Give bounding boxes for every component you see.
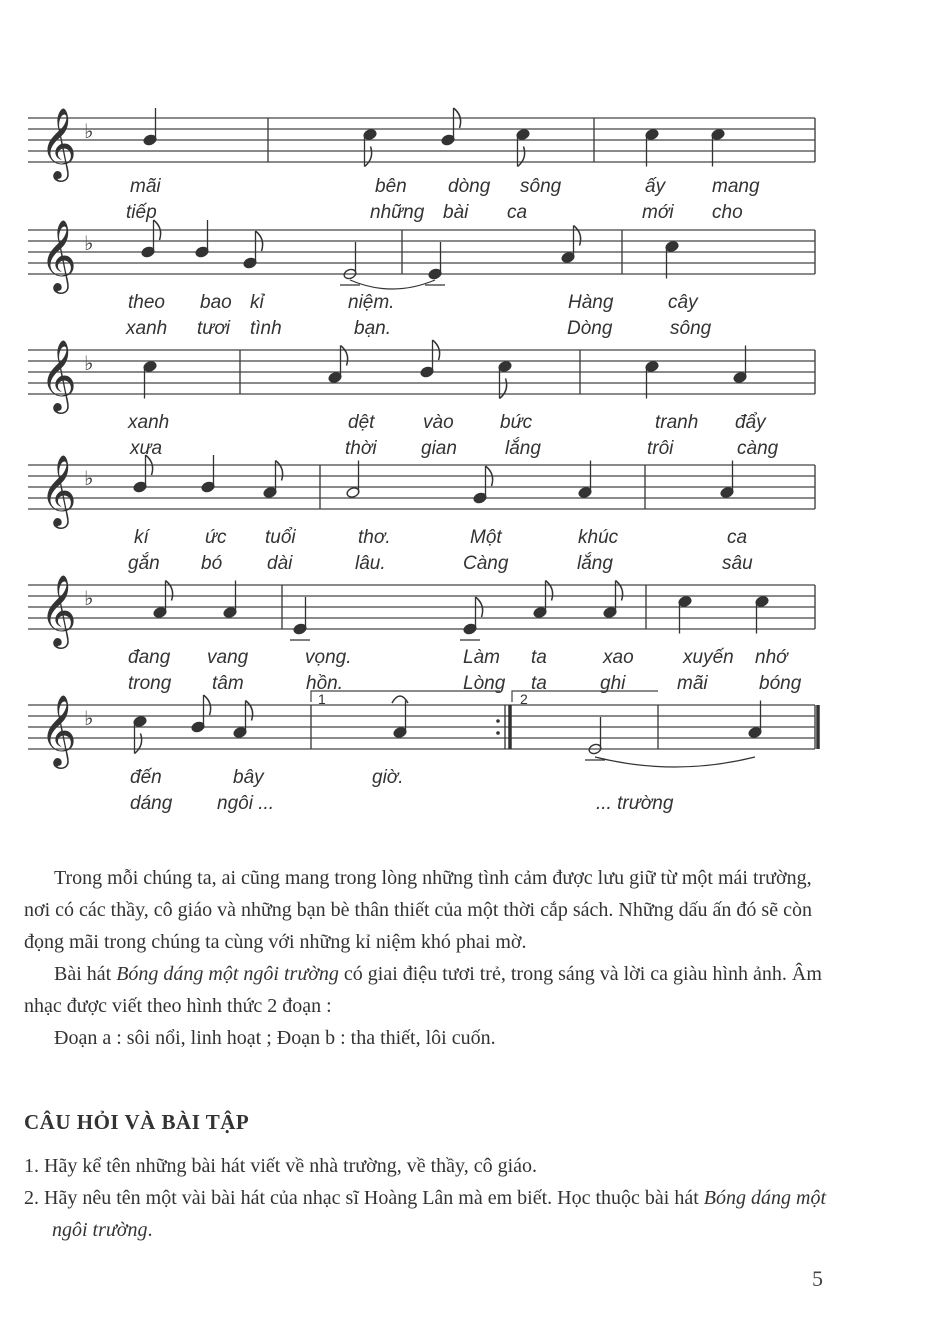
lyric-word: tươi (197, 318, 231, 339)
lyric-word: dáng (130, 793, 173, 814)
lyric-word: cây (668, 292, 698, 313)
lyric-word: xuyến (683, 647, 734, 668)
lyric-word: tranh (655, 412, 699, 433)
repeat-dot (496, 731, 500, 735)
note-flag (166, 581, 173, 601)
lyric-word: lâu. (355, 553, 386, 574)
lyric-word: bạn. (354, 318, 391, 339)
staff-system-1 (28, 106, 815, 223)
treble-clef-icon: 𝄞 (40, 693, 77, 766)
lyric-word: kỉ (250, 292, 264, 313)
lyric-word: trong (128, 673, 172, 694)
lyric-word: tuổi (265, 527, 296, 548)
lyric-word: niệm. (348, 292, 395, 313)
intro-text (24, 862, 824, 1054)
staff-system-2 (28, 218, 815, 339)
repeat-dot (496, 719, 500, 723)
page-number: 5 (812, 1266, 823, 1291)
note-flag (574, 226, 581, 246)
flat-key-signature-icon: ♭ (84, 706, 94, 730)
lyric-word: đang (128, 647, 171, 668)
lyric-word: lắng (577, 553, 613, 574)
lyric-word: Làm (463, 647, 500, 668)
lyric-word: tâm (212, 673, 244, 694)
treble-clef-icon: 𝄞 (40, 573, 77, 646)
paragraph-1: Trong mỗi chúng ta, ai cũng mang trong lòng những tình cảm được lưu giữ từ một mái trường, nơi có các thầy, cô giáo và những bạn bè thân thiết của một thời cắp sách. Những dấu ấn đó sẽ còn đọng mãi trong chúng ta cùng với những kỉ niệm khó phai mờ. (24, 867, 812, 953)
lyric-word: sông (520, 176, 562, 197)
lyric-word: Dòng (567, 318, 613, 339)
lyric-word: thơ. (358, 527, 391, 548)
flat-key-signature-icon: ♭ (84, 351, 94, 375)
staff-system-3 (28, 338, 815, 459)
staff-system-5 (28, 573, 815, 694)
lyric-word: ta (531, 647, 547, 668)
question-2-song-title: Bóng dáng một ngôi trường (52, 1187, 827, 1241)
lyric-word: vọng. (305, 647, 352, 668)
lyric-word: hồn. (306, 673, 343, 694)
lyric-word: bóng (759, 673, 802, 694)
lyric-word: ngôi ... (217, 793, 275, 814)
lyric-word: gắn (128, 553, 160, 574)
flat-key-signature-icon: ♭ (84, 586, 94, 610)
lyric-word: càng (737, 438, 779, 459)
flat-key-signature-icon: ♭ (84, 119, 94, 143)
lyric-word: khúc (578, 527, 619, 548)
treble-clef-icon: 𝄞 (40, 453, 77, 526)
lyric-word: bây (233, 767, 264, 788)
question-2-text: 2. Hãy nêu tên một vài bài hát của nhạc sĩ Hoàng Lân mà em biết. Học thuộc bài hát (24, 1187, 704, 1209)
treble-clef-icon: 𝄞 (40, 218, 77, 291)
question-1: 1. Hãy kể tên những bài hát viết về nhà trường, về thầy, cô giáo. (24, 1155, 538, 1177)
lyric-word: dòng (448, 176, 491, 197)
tie-arc (350, 280, 435, 289)
lyric-word: mang (712, 176, 760, 197)
lyric-word: những (370, 202, 425, 223)
lyric-word: vang (207, 647, 249, 668)
lyric-word: ta (531, 673, 547, 694)
song-title: Bóng dáng một ngôi trường (116, 963, 339, 985)
lyric-word: dệt (348, 412, 375, 433)
lyric-word: lắng (505, 438, 541, 459)
lyric-word: sông (670, 318, 712, 339)
lyric-word: theo (128, 292, 165, 313)
lyric-word: xanh (128, 412, 170, 433)
lyric-word: xao (603, 647, 634, 668)
lyric-word: ức (205, 527, 227, 548)
lyric-word: thời (345, 438, 377, 459)
note-flag (546, 581, 553, 601)
lyric-word: xưa (130, 438, 163, 459)
lyric-word: sâu (722, 553, 753, 574)
lyric-word: giờ. (372, 767, 404, 788)
lyric-word: mới (642, 202, 674, 223)
lyric-word: đến (130, 767, 162, 788)
flat-key-signature-icon: ♭ (84, 466, 94, 490)
note-flag (365, 147, 372, 167)
lyric-word: trôi (647, 438, 674, 459)
lyric-word: bên (375, 176, 407, 197)
lyric-word: Một (470, 527, 502, 548)
lyric-word: tình (250, 318, 282, 339)
ending-marks (311, 691, 818, 767)
question-2-end: . (147, 1219, 153, 1241)
question-list (24, 1150, 834, 1246)
lyric-word: bó (201, 553, 223, 574)
note-flag (341, 346, 348, 366)
paragraph-2-end: có giai điệu tươi trẻ, trong sáng và lời ca giàu hình ảnh. Âm nhạc được viết theo hình thức 2 đoạn : (24, 963, 822, 1017)
lyric-word: vào (423, 412, 454, 433)
lyric-word: ghi (600, 673, 626, 694)
lyric-word: ca (727, 527, 748, 548)
lyric-word: ... trường (596, 793, 674, 814)
lyric-word: bức (500, 412, 533, 433)
lyric-word: bao (200, 292, 232, 313)
flat-key-signature-icon: ♭ (84, 231, 94, 255)
lyric-word: tiếp (126, 202, 157, 223)
lyric-word: gian (421, 438, 457, 459)
paragraph-2-start: Bài hát (54, 963, 117, 985)
note-flag (246, 701, 253, 721)
tie-arc (595, 757, 755, 767)
lyric-word: Lòng (463, 673, 506, 694)
lyric-word: đẩy (735, 412, 766, 433)
lyric-word: mãi (677, 673, 708, 694)
treble-clef-icon: 𝄞 (40, 338, 77, 411)
lyric-word: ca (507, 202, 528, 223)
paragraph-2 (24, 958, 824, 1022)
lyric-word: xanh (126, 318, 168, 339)
paragraph-3: Đoạn a : sôi nổi, linh hoạt ; Đoạn b : tha thiết, lôi cuốn. (54, 1027, 496, 1049)
lyric-word: Càng (463, 553, 509, 574)
note-flag (518, 147, 525, 167)
question-2 (24, 1182, 834, 1246)
lyric-word: Hàng (568, 292, 614, 313)
lyric-word: ấy (645, 176, 666, 197)
note-flag (276, 461, 283, 481)
note-flag (135, 734, 142, 754)
lyric-word: nhớ (755, 647, 788, 668)
treble-clef-icon: 𝄞 (40, 106, 77, 179)
note-flag (500, 379, 507, 399)
lyric-word: kí (134, 527, 149, 548)
lyric-word: bài (443, 202, 469, 223)
lyric-word: mãi (130, 176, 161, 197)
staff-system-6 (28, 693, 815, 814)
note-flag (616, 581, 623, 601)
staff-system-4 (28, 453, 815, 574)
lyric-word: dài (267, 553, 293, 574)
section-heading: CÂU HỎI VÀ BÀI TẬP (24, 1110, 250, 1134)
lyric-word: cho (712, 202, 743, 223)
volta-number-2: 2 (520, 691, 528, 707)
volta-number-1: 1 (318, 691, 326, 707)
